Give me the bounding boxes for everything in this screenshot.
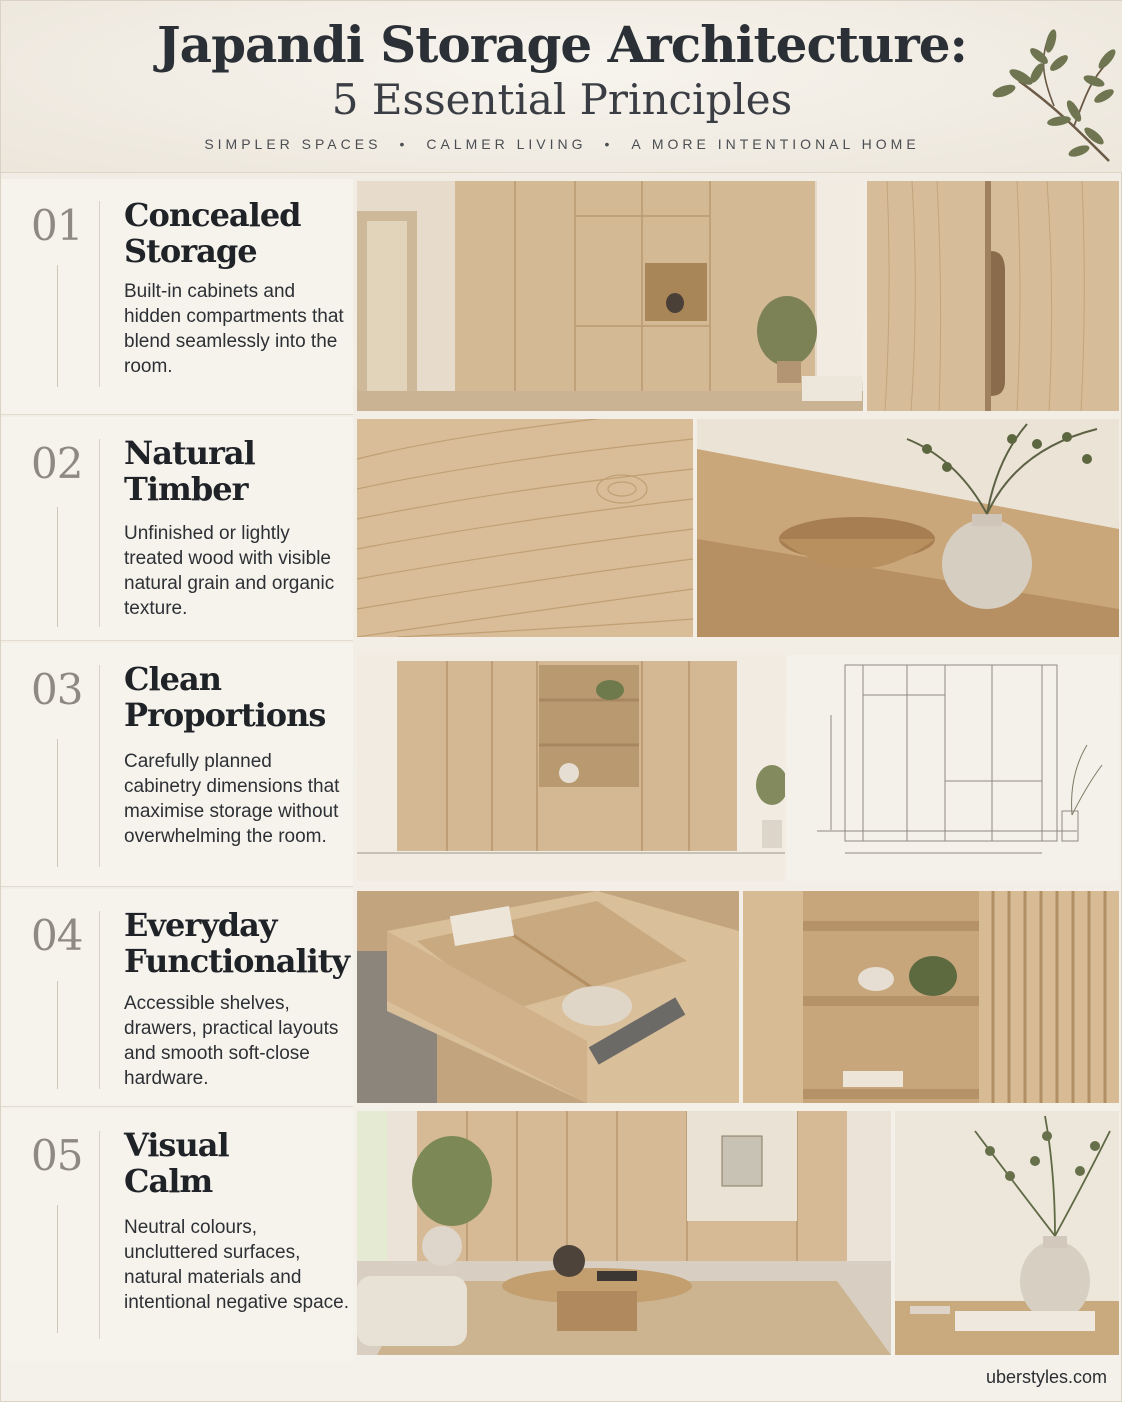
principle-description: Unfinished or lightly treated wood with visible natural grain and organic texture. [124, 523, 335, 619]
principle-title [124, 1127, 349, 1199]
tagline-item: SIMPLER SPACES [204, 136, 382, 152]
photo-cabinet-sketch [787, 655, 1119, 881]
principle-text [1, 179, 353, 415]
principle-title [124, 907, 349, 979]
tagline-item: A MORE INTENTIONAL HOME [631, 136, 920, 152]
principle-title-line: Everyday [124, 906, 277, 944]
photo-wood-grain [357, 419, 693, 637]
principle-number: 05 [31, 1131, 83, 1180]
principle-title-line: Clean [124, 660, 221, 698]
principle-description: Neutral colours, uncluttered surfaces, natural materials and intentional negative space. [124, 1217, 349, 1313]
photo-cabinet-wall [357, 655, 785, 881]
photo-living-room [357, 1111, 891, 1355]
principle-row-3 [1, 643, 1122, 887]
footer-site-credit: uberstyles.com [985, 1367, 1107, 1387]
tagline-separator: • [399, 136, 409, 152]
divider-line [57, 1205, 58, 1333]
principle-row-5 [1, 1109, 1122, 1361]
divider-line [99, 911, 100, 1089]
tagline-item: CALMER LIVING [426, 136, 587, 152]
divider-line [57, 981, 58, 1089]
header [1, 1, 1122, 173]
principle-description: Carefully planned cabinetry dimensions that maximise storage without overwhelming the room. [124, 751, 340, 847]
divider-line [57, 739, 58, 867]
principle-text [1, 643, 353, 887]
principle-title-line: Storage [124, 232, 257, 270]
principle-title-line: Functionality [124, 942, 350, 980]
principle-text [1, 1109, 353, 1361]
principle-description: Built-in cabinets and hidden compartments that blend seamlessly into the room. [124, 281, 344, 377]
tagline-separator: • [604, 136, 614, 152]
principle-row-1 [1, 179, 1122, 415]
page-title: Japandi Storage Architecture: [157, 15, 967, 74]
principle-number: 01 [31, 201, 83, 250]
divider-line [99, 665, 100, 867]
principle-number: 03 [31, 665, 83, 714]
principle-row-2 [1, 417, 1122, 641]
principle-text [1, 417, 353, 641]
principle-text [1, 889, 353, 1107]
principle-title-line: Timber [124, 470, 248, 508]
photo-open-drawer [357, 891, 739, 1103]
divider-line [99, 201, 100, 387]
photo-vase-still-life [895, 1111, 1119, 1355]
principle-description: Accessible shelves, drawers, practical layouts and smooth soft-close hardware. [124, 993, 339, 1089]
principle-number: 02 [31, 439, 83, 488]
principle-title-line: Proportions [124, 696, 326, 734]
principle-title-line: Concealed [124, 196, 301, 234]
principle-row-4 [1, 889, 1122, 1107]
principle-title-line: Visual [124, 1126, 229, 1164]
divider-line [99, 1131, 100, 1339]
principle-title-line: Calm [124, 1162, 213, 1200]
tagline [1, 136, 1122, 152]
divider-line [99, 439, 100, 627]
photo-concealed-cabinets [357, 181, 863, 411]
photo-handle-detail [867, 181, 1119, 411]
divider-line [57, 265, 58, 387]
principle-title-line: Natural [124, 434, 255, 472]
page-subtitle: 5 Essential Principles [331, 75, 793, 124]
olive-branch-icon [959, 11, 1119, 171]
photo-open-shelves [743, 891, 1119, 1103]
principle-title [124, 197, 349, 269]
principle-title [124, 661, 349, 733]
photo-bowl-vase [697, 419, 1119, 637]
principle-title [124, 435, 349, 507]
divider-line [57, 507, 58, 627]
principle-number: 04 [31, 911, 83, 960]
